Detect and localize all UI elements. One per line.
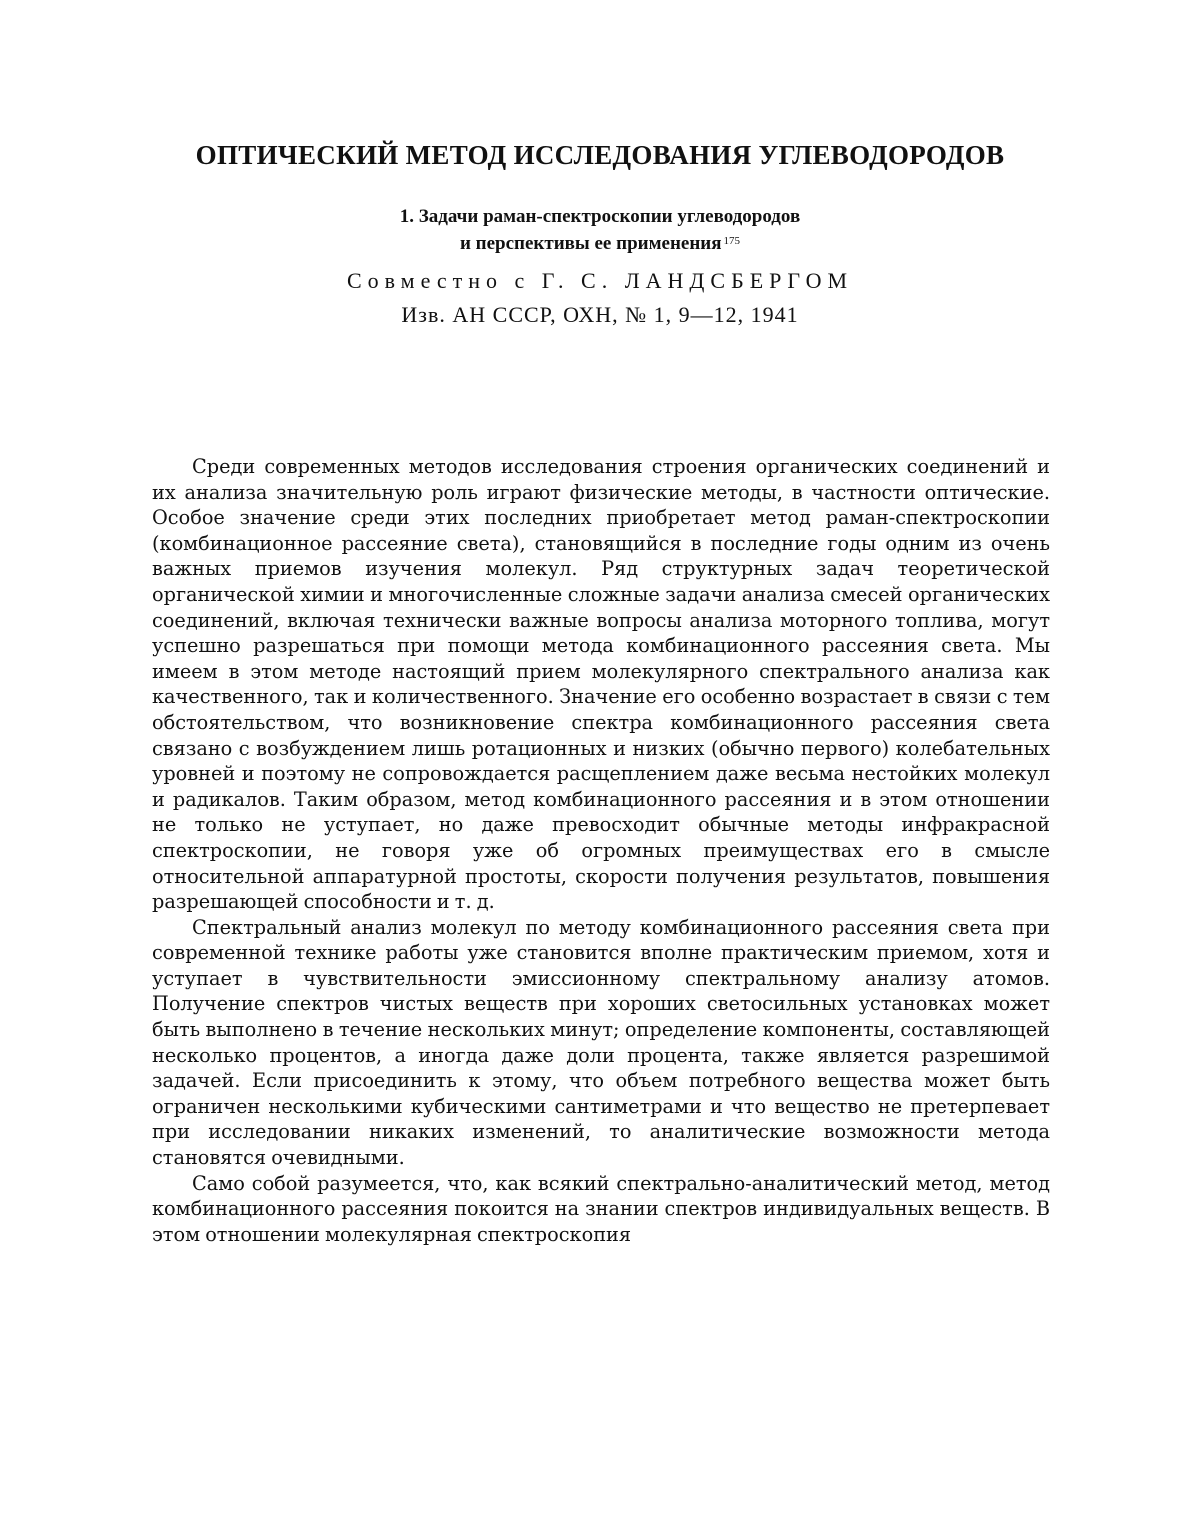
coauthor-line: Совместно с Г. С. ЛАНДСБЕРГОМ bbox=[0, 268, 1200, 294]
body-paragraph: Спектральный анализ молекул по методу комбинационного рассеяния света при современной технике работы уже становится вполне практическим приемом, хотя и уступает в чувствительности эмиссионному спектральному анализу атомов. Получение спектров чистых веществ при хороших светосильных установках может быть выполнено в течение нескольких минут; определение компоненты, составляющей несколько процентов, а иногда даже доли процента, также является разрешимой задачей. Если присоединить к этому, что объем потребного вещества может быть ограничен несколькими кубическими сантиметрами и что вещество не претерпевает при исследовании никаких изменений, то аналитические возможности метода становятся очевидными. bbox=[152, 915, 1050, 1171]
citation-line: Изв. АН СССР, ОХН, № 1, 9—12, 1941 bbox=[0, 302, 1200, 328]
page-title: ОПТИЧЕСКИЙ МЕТОД ИССЛЕДОВАНИЯ УГЛЕВОДОРОДОВ bbox=[0, 140, 1200, 171]
article-body bbox=[152, 454, 1050, 1247]
footnote-reference: 175 bbox=[724, 235, 741, 247]
body-paragraph: Среди современных методов исследования строения органических соединений и их анализа значительную роль играют физические методы, в частности оптические. Особое значение среди этих последних приобретает метод раман-спектроскопии (комбинационное рассеяние света), становящийся в последние годы одним из очень важных приемов изучения молекул. Ряд структурных задач теоретической органической химии и многочисленные сложные задачи анализа смесей органических соединений, включая технически важные вопросы анализа моторного топлива, могут успешно разрешаться при помощи метода комбинационного рассеяния света. Мы имеем в этом методе настоящий прием молекулярного спектрального анализа как качественного, так и количественного. Значение его особенно возрастает в связи с тем обстоятельством, что возникновение спектра комбинационного рассеяния света связано с возбуждением лишь ротационных и низких (обычно первого) колебательных уровней и поэтому не сопровождается расщеплением даже весьма нестойких молекул и радикалов. Таким образом, метод комбинационного рассеяния и в этом отношении не только не уступает, но даже превосходит обычные методы инфракрасной спектроскопии, не говоря уже об огромных преимуществах его в смысле относительной аппаратурной простоты, скорости получения результатов, повышения разрешающей способности и т. д. bbox=[152, 454, 1050, 915]
subtitle-line-1: 1. Задачи раман-спектроскопии углеводородов bbox=[0, 203, 1200, 230]
subtitle-line-2 bbox=[0, 230, 1200, 257]
subtitle-line-2-text: и перспективы ее применения bbox=[460, 233, 722, 254]
section-subtitle bbox=[0, 203, 1200, 257]
body-paragraph: Само собой разумеется, что, как всякий спектрально-аналитический метод, метод комбинационного рассеяния покоится на знании спектров индивидуальных веществ. В этом отношении молекулярная спектроскопия bbox=[152, 1171, 1050, 1248]
